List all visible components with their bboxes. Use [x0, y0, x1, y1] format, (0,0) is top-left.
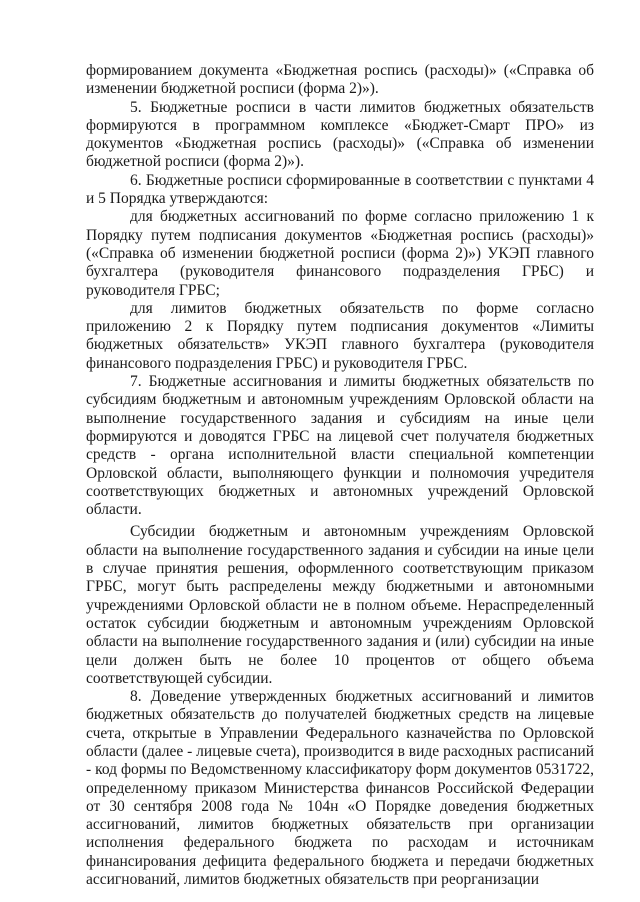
paragraph-continuation: формированием документа «Бюджетная роспись (расходы)» («Справка об изменении бюджетной росписи (форма 2)»).	[86, 62, 594, 98]
paragraph-item-6: 6. Бюджетные росписи сформированные в соответствии с пунктами 4 и 5 Порядка утверждаются:	[86, 171, 594, 208]
paragraph-item-7: 7. Бюджетные ассигнования и лимиты бюджетных обязательств по субсидиям бюджетным и автономным учреждениям Орловской области на выполнение государственного задания и субсидиям на иные цели формируются и доводятся ГРБС на лицевой счет получателя бюджетных средств - органа исполнительной власти специальной компетенции Орловской области, выполняющего функции и полномочия учредителя соответствующих бюджетных и автономных учреждений Орловской области.	[86, 373, 594, 519]
paragraph-subsidies: Субсидии бюджетным и автономным учреждениям Орловской области на выполнение государственного задания и субсидии на иные цели в случае принятия решения, оформленного соответствующим приказом ГРБС, могут быть распределены между бюджетными и автономными учреждениями Орловской области не в полном объеме. Нераспределенный остаток субсидии бюджетным и автономным учреждениям Орловской области на выполнение государственного задания и (или) субсидии на иные цели должен быть не более 10 процентов от общего объема соответствующей субсидии.	[86, 523, 594, 687]
paragraph-item-6-assignments: для бюджетных ассигнований по форме согласно приложению 1 к Порядку путем подписания документов «Бюджетная роспись (расходы)» («Справка об изменении бюджетной росписи (форма 2)») УКЭП главного бухгалтера (руководителя финансового подразделения ГРБС) и руководителя ГРБС;	[86, 208, 594, 299]
paragraph-item-8: 8. Доведение утвержденных бюджетных ассигнований и лимитов бюджетных обязательств до получателей бюджетных средств на лицевые счета, открытые в Управлении Федерального казначейства по Орловской области (далее - лицевые счета), производится в виде расходных расписаний - код формы по Ведомственному классификатору форм документов 0531722, определенному приказом Министерства финансов Российской Федерации от 30 сентября 2008 года № 104н «О Порядке доведения бюджетных ассигнований, лимитов бюджетных обязательств при организации исполнения федерального бюджета по расходам и источникам финансирования дефицита федерального бюджета и передачи бюджетных ассигнований, лимитов бюджетных обязательств при реорганизации	[86, 688, 594, 889]
paragraph-item-6-limits: для лимитов бюджетных обязательств по форме согласно приложению 2 к Порядку путем подписания документов «Лимиты бюджетных обязательств» УКЭП главного бухгалтера (руководителя финансового подразделения ГРБС) и руководителя ГРБС.	[86, 299, 594, 372]
paragraph-item-5: 5. Бюджетные росписи в части лимитов бюджетных обязательств формируются в программном комплексе «Бюджет-Смарт ПРО» из документов «Бюджетная роспись (расходы)» («Справка об изменении бюджетной росписи (форма 2)»).	[86, 98, 594, 171]
document-page	[86, 62, 594, 889]
